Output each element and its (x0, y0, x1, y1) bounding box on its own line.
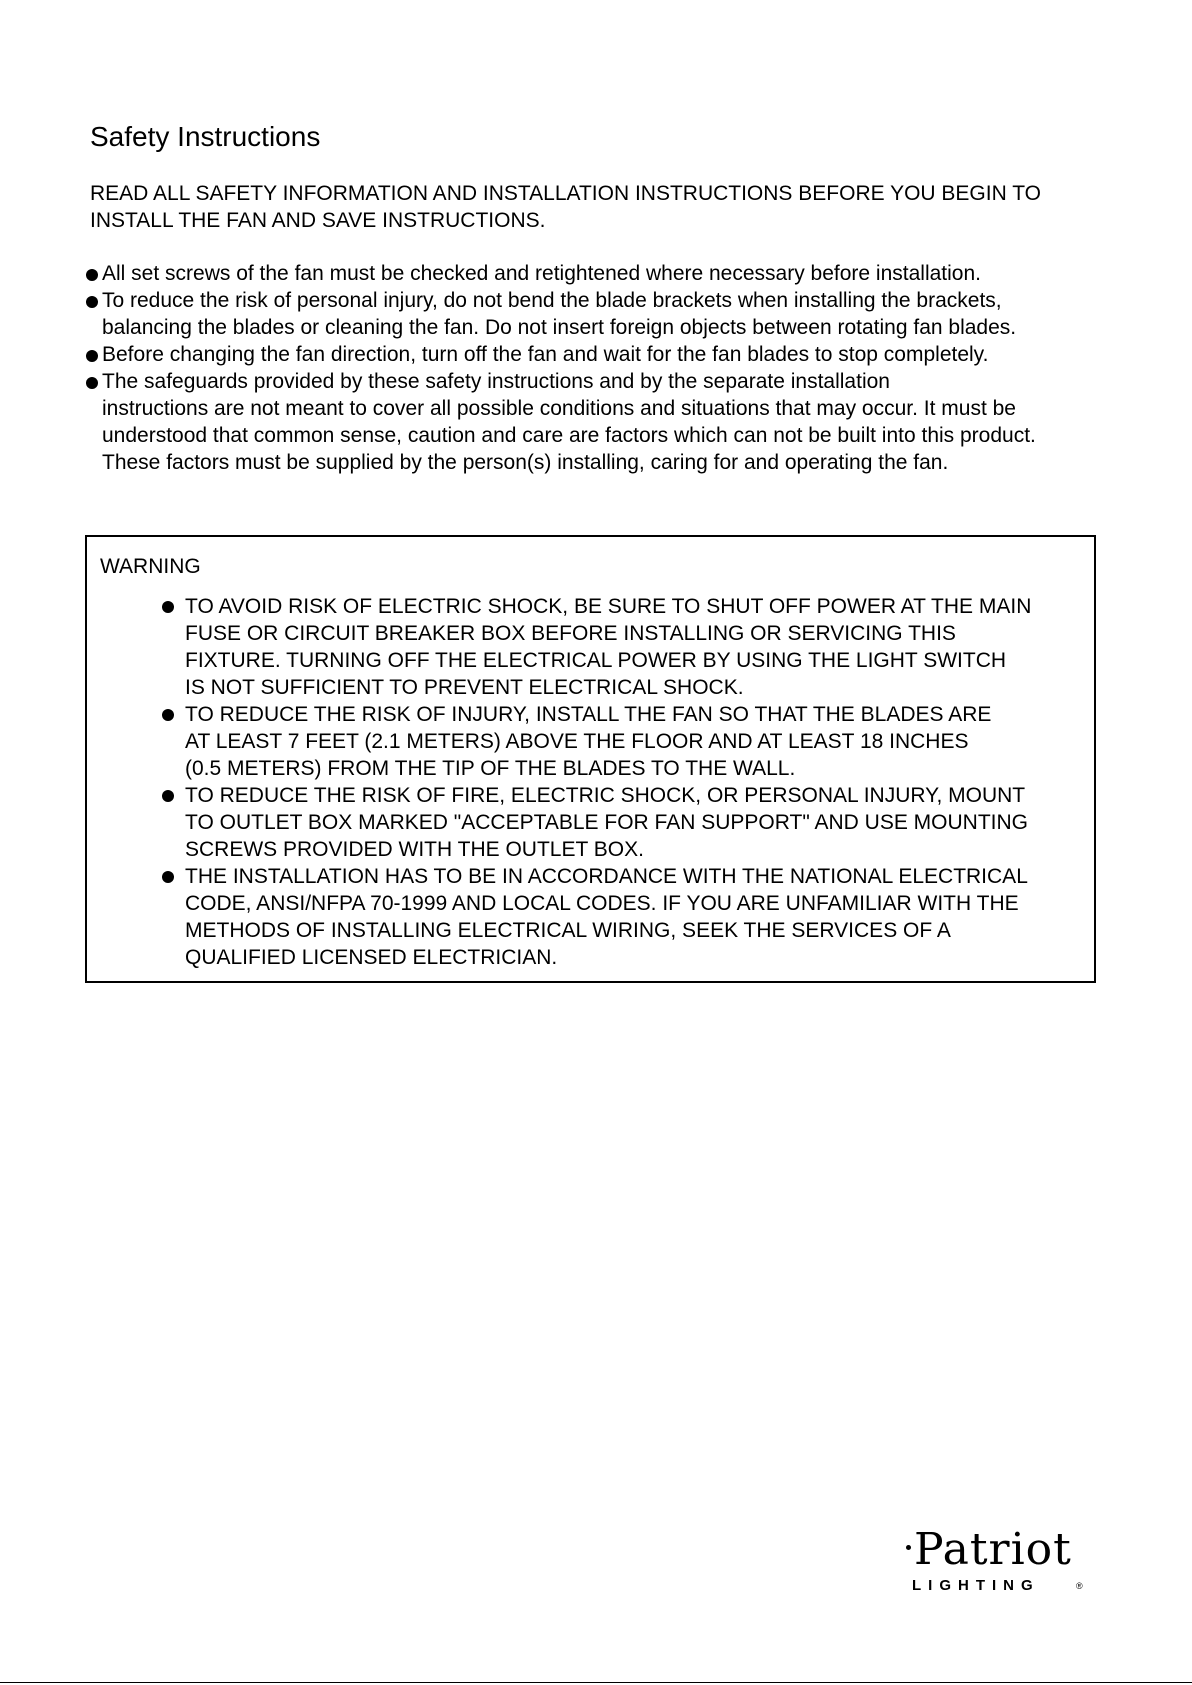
warning-line: METHODS OF INSTALLING ELECTRICAL WIRING, SEEK THE SERVICES OF A (185, 919, 951, 942)
bullet-icon (162, 709, 174, 721)
intro-line: INSTALL THE FAN AND SAVE INSTRUCTIONS. (90, 209, 546, 232)
warning-item (162, 701, 1031, 782)
warning-line: CODE, ANSI/NFPA 70-1999 AND LOCAL CODES. IF YOU ARE UNFAMILIAR WITH THE (185, 892, 1019, 915)
bullet-line: The safeguards provided by these safety instructions and by the separate installation (102, 370, 890, 393)
bullet-line: understood that common sense, caution and care are factors which can not be built into this product. (102, 424, 1036, 447)
warning-list (162, 593, 1031, 971)
bullet-line: To reduce the risk of personal injury, do not bend the blade brackets when installing the brackets, (102, 289, 1002, 312)
bullet-line: All set screws of the fan must be checked and retightened where necessary before installation. (102, 262, 981, 285)
page-title: Safety Instructions (90, 121, 321, 152)
warning-line: TO AVOID RISK OF ELECTRIC SHOCK, BE SURE TO SHUT OFF POWER AT THE MAIN (185, 595, 1032, 618)
bullet-icon (86, 269, 98, 281)
warning-line: SCREWS PROVIDED WITH THE OUTLET BOX. (185, 838, 644, 861)
logo-subtitle: LIGHTING (912, 1577, 1040, 1594)
warning-item (162, 782, 1031, 863)
safety-bullet (84, 368, 1144, 476)
bullet-icon (162, 790, 174, 802)
warning-item (162, 593, 1031, 701)
bullet-icon (86, 377, 98, 389)
warning-box (85, 535, 1096, 983)
bullet-icon (162, 871, 174, 883)
safety-bullet-list (84, 260, 1144, 476)
patriot-lighting-logo (906, 1525, 1086, 1595)
intro-notice (90, 180, 1150, 234)
safety-bullet (84, 260, 1144, 287)
warning-line: IS NOT SUFFICIENT TO PREVENT ELECTRICAL SHOCK. (185, 676, 744, 699)
warning-line: THE INSTALLATION HAS TO BE IN ACCORDANCE WITH THE NATIONAL ELECTRICAL (185, 865, 1028, 888)
warning-line: FUSE OR CIRCUIT BREAKER BOX BEFORE INSTALLING OR SERVICING THIS (185, 622, 956, 645)
warning-line: TO REDUCE THE RISK OF FIRE, ELECTRIC SHOCK, OR PERSONAL INJURY, MOUNT (185, 784, 1026, 807)
bullet-icon (86, 350, 98, 362)
bullet-icon (162, 601, 174, 613)
warning-line: FIXTURE. TURNING OFF THE ELECTRICAL POWER BY USING THE LIGHT SWITCH (185, 649, 1007, 672)
logo-dot-icon (906, 1545, 911, 1550)
logo-registered-mark: ® (1076, 1581, 1083, 1591)
warning-line: AT LEAST 7 FEET (2.1 METERS) ABOVE THE FLOOR AND AT LEAST 18 INCHES (185, 730, 969, 753)
intro-line: READ ALL SAFETY INFORMATION AND INSTALLATION INSTRUCTIONS BEFORE YOU BEGIN TO (90, 182, 1042, 205)
warning-line: QUALIFIED LICENSED ELECTRICIAN. (185, 946, 558, 969)
bullet-line: These factors must be supplied by the person(s) installing, caring for and operating the fan. (102, 451, 949, 474)
safety-bullet (84, 287, 1144, 341)
bottom-rule (0, 1682, 1192, 1683)
warning-line: TO OUTLET BOX MARKED "ACCEPTABLE FOR FAN SUPPORT" AND USE MOUNTING (185, 811, 1028, 834)
bullet-line: balancing the blades or cleaning the fan. Do not insert foreign objects between rotating fan blades. (102, 316, 1017, 339)
bullet-line: Before changing the fan direction, turn off the fan and wait for the fan blades to stop completely. (102, 343, 989, 366)
logo-wordmark: Patriot (914, 1524, 1072, 1575)
warning-item (162, 863, 1031, 971)
safety-bullet (84, 341, 1144, 368)
warning-line: TO REDUCE THE RISK OF INJURY, INSTALL THE FAN SO THAT THE BLADES ARE (185, 703, 992, 726)
bullet-line: instructions are not meant to cover all possible conditions and situations that may occur. It must be (102, 397, 1016, 420)
bullet-icon (86, 296, 98, 308)
warning-line: (0.5 METERS) FROM THE TIP OF THE BLADES TO THE WALL. (185, 757, 796, 780)
warning-label: WARNING (100, 555, 201, 578)
